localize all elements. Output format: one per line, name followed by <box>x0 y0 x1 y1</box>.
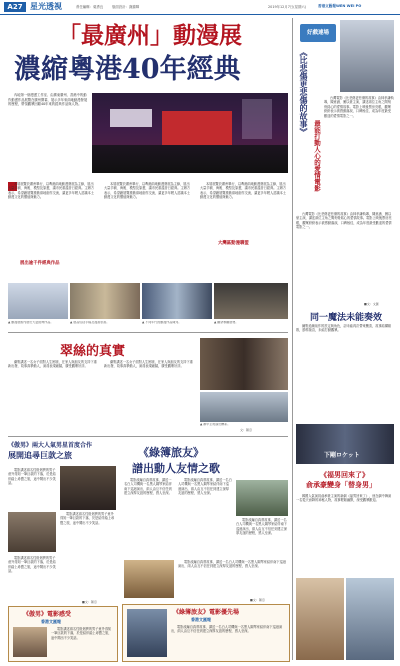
caption-3: ▲ 不同年代的動漫作品陳列。 <box>142 321 182 324</box>
bottom-left-promo-photo <box>13 627 47 657</box>
photo-panels <box>142 283 212 319</box>
stage-logo <box>110 109 152 127</box>
sidebar-movie-still <box>296 424 394 464</box>
sidebar-body-text-2: 台灣電影《比悲傷更悲傷的故事》由林孝謙執導，陳意涵、劉以豪主演，講述兩位主角之間刻骨銘心的愛情故事。電影上映後票房亮眼，觀眾紛紛表示被感動落淚，口碑極佳，成為年度最受歡迎的愛情電影之一。 <box>296 212 392 230</box>
sidebar-lower-photo-b <box>346 578 394 660</box>
sidebar-quote-title: 同一魔法未能奏效 <box>310 313 383 323</box>
main-body-col3 <box>200 182 288 276</box>
stage-light <box>242 99 272 139</box>
caption-1: ▲ 動漫展館內展出大量經典作品。 <box>8 321 54 324</box>
section-name: 星光透視 <box>30 2 62 11</box>
sidebar-lower-photo-a <box>296 578 344 660</box>
sidebar-divider <box>292 18 293 660</box>
bottom-mid-promo-source: 香港文匯報 <box>191 617 211 622</box>
bottom-mid-text-1: 電影改編自真實故事，講述一名白人司機與一名黑人鋼琴家結伴南下巡迴演出，兩人由互不信任到建立深厚友誼的歷程，感人至深。 <box>124 478 172 496</box>
bottom-left-text-2: 電影講述兩名性格迥異的男子意外得知一筆巨款的下落，於是結伴踏上尋寶之旅，途中鬧出不少笑話。 <box>60 512 115 525</box>
bottom-left-promo-title: 《傲男》電影感受 <box>23 611 72 618</box>
main-body-text-2: 本屆展覽於廣州舉行，以粵港兩地動漫發展為主線，展出大量手稿、海報、模型及原畫，讓市民重溫昔日經典。主辦方表示，希望藉展覽推動兩地創作交流，讓更多年輕人認識本土動漫文化的價值與魅力。 <box>104 182 191 200</box>
bottom-mid-body-col4 <box>178 560 288 598</box>
bottom-left-promo-body: 電影講述兩名性格迥異的男子意外得知一筆巨款的下落，於是結伴踏上尋寶之旅，途中鬧出不少笑話。 <box>51 627 112 640</box>
page-number: A27 <box>4 2 26 12</box>
sidebar-lower-text: 韓國人氣演員俞承豪主演的新劇《福男回來了》，他在劇中飾演一名從天而降的神秘人物，故事輕鬆幽默，深受觀眾歡迎。 <box>296 494 392 503</box>
main-intro-text: 內地第一個漫畫工作室、由廣東廣州、香港中的動作動畫作品展覽在廣州開幕，展示多年來兩地動漫發展的歷程，帶領觀眾回顧40年來的經典作品與人物。 <box>8 93 88 107</box>
bottom-mid-body-col2 <box>178 478 232 558</box>
bottom-mid-title-1: 《綠簿旅友》 <box>138 446 204 459</box>
main-title-line1: 「最廣州」動漫展 <box>58 22 242 49</box>
bottom-left-promo-source: 香港文匯報 <box>41 619 61 624</box>
paper-name: 香港文匯報WEN WEI PO <box>318 4 362 8</box>
bottom-left-text-1: 電影講述兩名性格迥異的男子意外得知一筆巨款的下落，於是結伴踏上尋寶之旅，途中鬧出不少笑話。 <box>8 468 56 486</box>
sidebar-quote-body <box>296 324 394 420</box>
bottom-left-title-2: 展開追尋巨款之旅 <box>8 451 72 460</box>
bottom-mid-text-4: 電影改編自真實故事，講述一名白人司機與一名黑人鋼琴家結伴南下巡迴演出，兩人由互不信任到建立深厚友誼的歷程，感人至深。 <box>178 560 286 569</box>
divider-main-mid <box>8 332 288 333</box>
stage-screen <box>162 111 232 147</box>
bottom-mid-title-2: 譜出動人友情之歌 <box>132 462 220 475</box>
middle-caption: ▲ 劇中主角演出精彩。 <box>200 423 231 426</box>
middle-body-text-1: 劇集講述一名女子面對人生困境，在家人與朋友的支持下重新出發，故事真摯動人，演員表現細膩，廣受觀眾好評。 <box>8 360 97 369</box>
editor-tag: 責任編輯：葉勇良 <box>76 5 104 9</box>
caption-2: ▲ 展品包括手稿及漫畫原畫。 <box>70 321 110 324</box>
bottom-mid-promo <box>122 604 290 662</box>
sidebar-lower-title: 《福男回來了》 <box>320 471 369 479</box>
bottom-left-byline: ■文：陳章 <box>82 600 97 604</box>
sidebar-quote-text: 續集延續前作的設定與角色，卻未能再次帶來驚喜，故事結構鬆散，節奏拖沓，未能打動觀眾。 <box>296 324 392 333</box>
bottom-mid-promo-photo <box>127 609 167 657</box>
divider-mid-bottom <box>8 436 288 437</box>
page-header <box>0 0 400 15</box>
bottom-left-photo-a <box>60 466 116 510</box>
bottom-left-text-3: 電影講述兩名性格迥異的男子意外得知一筆巨款的下落，於是結伴踏上尋寶之旅，途中鬧出不少笑話。 <box>8 556 56 574</box>
bottom-mid-photo-pianist <box>124 560 174 598</box>
sidebar-lower-body <box>296 494 394 574</box>
sidebar-lower-subtitle: 俞承豪變身「替身男」 <box>306 481 376 489</box>
bottom-left-promo-text <box>51 627 113 657</box>
main-intro <box>8 93 88 177</box>
main-title-line2: 濃縮粵港40年經典 <box>14 54 241 85</box>
sidebar-byline: ■文：文匯 <box>364 302 379 306</box>
middle-photo-actor <box>200 392 288 422</box>
photo-gallery-wall <box>70 283 140 319</box>
bottom-left-body-1 <box>8 468 58 510</box>
bottom-mid-promo-text <box>171 625 283 657</box>
middle-title: 翠絲的真實 <box>60 344 126 359</box>
bottom-left-photo-b <box>8 512 56 552</box>
sidebar-body-text-1: 台灣電影《比悲傷更悲傷的故事》由林孝謙執導，陳意涵、劉以豪主演，講述兩位主角之間刻骨銘心的愛情故事。電影上映後票房亮眼，觀眾紛紛表示被感動落淚，口碑極佳，成為年度最受歡迎的愛情電影之一。 <box>324 96 394 118</box>
stage-crowd <box>92 145 288 173</box>
main-body-text-3: 本屆展覽於廣州舉行，以粵港兩地動漫發展為主線，展出大量手稿、海報、模型及原畫，讓市民重溫昔日經典。主辦方表示，希望藉展覽推動兩地創作交流，讓更多年輕人認識本土動漫文化的價值與魅力。 <box>200 182 287 200</box>
bottom-mid-byline: ■文：陳章 <box>250 598 265 602</box>
photo-visitors <box>214 283 288 319</box>
bottom-left-body-3 <box>8 556 56 606</box>
bottom-mid-promo-title: 《綠簿旅友》電影優先場 <box>173 609 240 616</box>
bottom-left-title-1: 《傲男》兩大人氣男星首度合作 <box>8 442 93 449</box>
sidebar-badge: 好戲連場 <box>300 24 336 42</box>
sidebar-subtitle-vertical: 最能打動人心的愛情電影 <box>313 120 321 192</box>
middle-byline: 文：陳章 <box>240 428 253 432</box>
sidebar-photo-couple <box>340 20 394 92</box>
bottom-left-body-2 <box>60 512 116 578</box>
main-subhead-1: 展出逾千件經典作品 <box>20 261 60 266</box>
designer-tag: 版面設計：謝錦輝 <box>112 5 140 9</box>
middle-photo-couple <box>200 338 288 390</box>
bottom-mid-text-2: 電影改編自真實故事，講述一名白人司機與一名黑人鋼琴家結伴南下巡迴演出，兩人由互不信任到建立深厚友誼的歷程，感人至深。 <box>178 478 232 496</box>
bottom-mid-photo-car <box>236 480 288 516</box>
sidebar-movie-label: 下剛ロケット <box>324 452 360 459</box>
main-body-text-1: 本屆展覽於廣州舉行，以粵港兩地動漫發展為主線，展出大量手稿、海報、模型及原畫，讓市民重溫昔日經典。主辦方表示，希望藉展覽推動兩地創作交流，讓更多年輕人認識本土動漫文化的價值與魅力。 <box>8 182 95 200</box>
sidebar-body-bottom <box>296 212 394 302</box>
main-body-col2 <box>104 182 192 276</box>
middle-body-col2 <box>104 360 196 424</box>
sidebar-title-vertical: 《比悲傷更悲傷的故事》 <box>299 48 308 136</box>
bottom-mid-promo-body: 電影改編自真實故事，講述一名白人司機與一名黑人鋼琴家結伴南下巡迴演出，兩人由互不信任到建立深厚友誼的歷程，感人至深。 <box>171 625 283 634</box>
main-subhead-2: 大灣區動漫聯盟 <box>218 241 249 246</box>
sidebar-body-top <box>324 96 394 208</box>
bottom-left-promo <box>8 606 118 662</box>
bottom-mid-body-col3 <box>236 518 288 558</box>
bottom-mid-text-3: 電影改編自真實故事，講述一名白人司機與一名黑人鋼琴家結伴南下巡迴演出，兩人由互不信任到建立深厚友誼的歷程，感人至深。 <box>236 518 287 536</box>
main-photo <box>92 93 288 173</box>
middle-body-col1 <box>8 360 100 424</box>
middle-body-text-2: 劇集講述一名女子面對人生困境，在家人與朋友的支持下重新出發，故事真摯動人，演員表現細膩，廣受觀眾好評。 <box>104 360 193 369</box>
caption-4: ▲ 觀眾參觀展覽。 <box>214 321 239 324</box>
photo-figures <box>8 283 68 319</box>
issue-date: 2019年12月7日(星期六) <box>268 5 307 9</box>
bottom-mid-body-col1 <box>124 478 174 558</box>
